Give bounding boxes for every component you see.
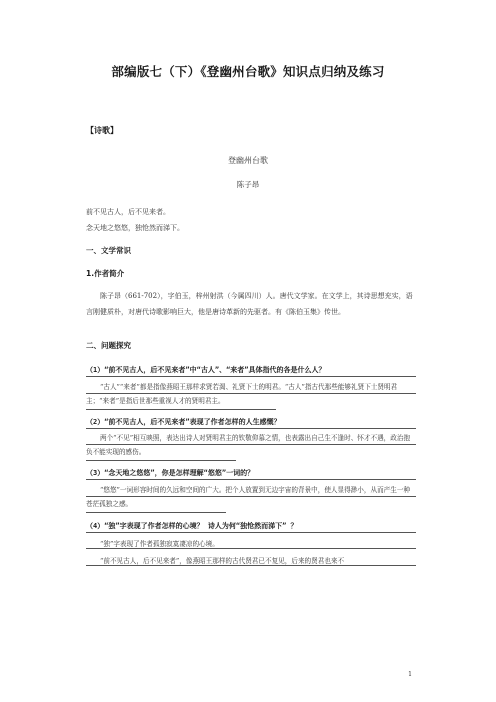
answer-underline: [86, 532, 416, 533]
answer-underline: [86, 428, 416, 429]
answer-1: “古人”“来者”都是指像燕昭王那样求贤若渴、礼贤下士的明君。“古人”指古代那些能够礼贤下士贤明君主；“来者”是指后世那些重视人才的贤明君主。: [86, 383, 398, 405]
answer-underline: [86, 409, 276, 410]
question-1: （1）“前不见古人，后不见来者”中“古人”、“来者”具体指代的各是什么人？: [86, 366, 326, 374]
question-3: （3）“念天地之悠悠”，你是怎样理解“悠悠”一词的？: [86, 469, 255, 477]
answer-underline: [86, 512, 226, 513]
answer-underline: [86, 496, 416, 497]
answer-2: 两个“不见”相互映照，表达出诗人对贤明君主的钦敬仰慕之情，也表露出自己生不逢时、怀才不遇，政治抱负不能实现的感伤。: [86, 434, 411, 456]
section-heading-literature: 一、文学常识: [86, 246, 131, 255]
answer-underline: [86, 565, 416, 566]
subheading-author-intro: 1.作者简介: [86, 269, 125, 278]
question-4: （4）“独”字表现了作者怎样的心境？ 诗人为何“独怆然而涕下” ？: [86, 522, 298, 530]
question-2: （2）“前不见古人，后不见来者”表现了作者怎样的人生感慨？: [86, 418, 281, 426]
page-number: 1: [408, 671, 412, 678]
answer-3: “悠悠”一词形容时间的久远和空间的广大。把个人放置到无边宇宙的背景中，使人显得渺小，从而产生一种苍茫孤独之感。: [86, 486, 411, 508]
section-tag-poem: 【诗歌】: [86, 126, 118, 135]
author-intro-paragraph: 陈子昂（661-702），字伯玉，梓州射洪（今属四川）人。唐代文学家。在文学上，其诗思想充实，语言刚健质朴，对唐代诗歌影响巨大，他是唐诗革新的先驱者。有《陈伯玉集》传世。: [86, 292, 413, 316]
answer-underline: [86, 444, 416, 445]
answer-underline: [86, 460, 236, 461]
answer-underline: [86, 548, 416, 549]
section-heading-inquiry: 二、问题探究: [86, 341, 131, 350]
answer-underline: [86, 393, 416, 394]
poem-author: 陈子昂: [236, 180, 260, 189]
poem-line-1: 前不见古人，后不见来者。: [86, 208, 170, 216]
answer-underline: [86, 376, 416, 377]
poem-title: 登幽州台歌: [228, 156, 268, 165]
answer-4-part-1: “独”字表现了作者孤独寂寞凄凉的心境。: [100, 540, 219, 548]
document-title: 部编版七（下）《登幽州台歌》知识点归纳及练习: [111, 64, 385, 79]
poem-line-2: 念天地之悠悠，独怆然而涕下。: [86, 224, 184, 232]
answer-4-part-2: “前不见古人，后不见来者”，像燕昭王那样的古代贤君已不复见，后来的贤君也来不: [100, 557, 345, 565]
answer-underline: [86, 479, 416, 480]
